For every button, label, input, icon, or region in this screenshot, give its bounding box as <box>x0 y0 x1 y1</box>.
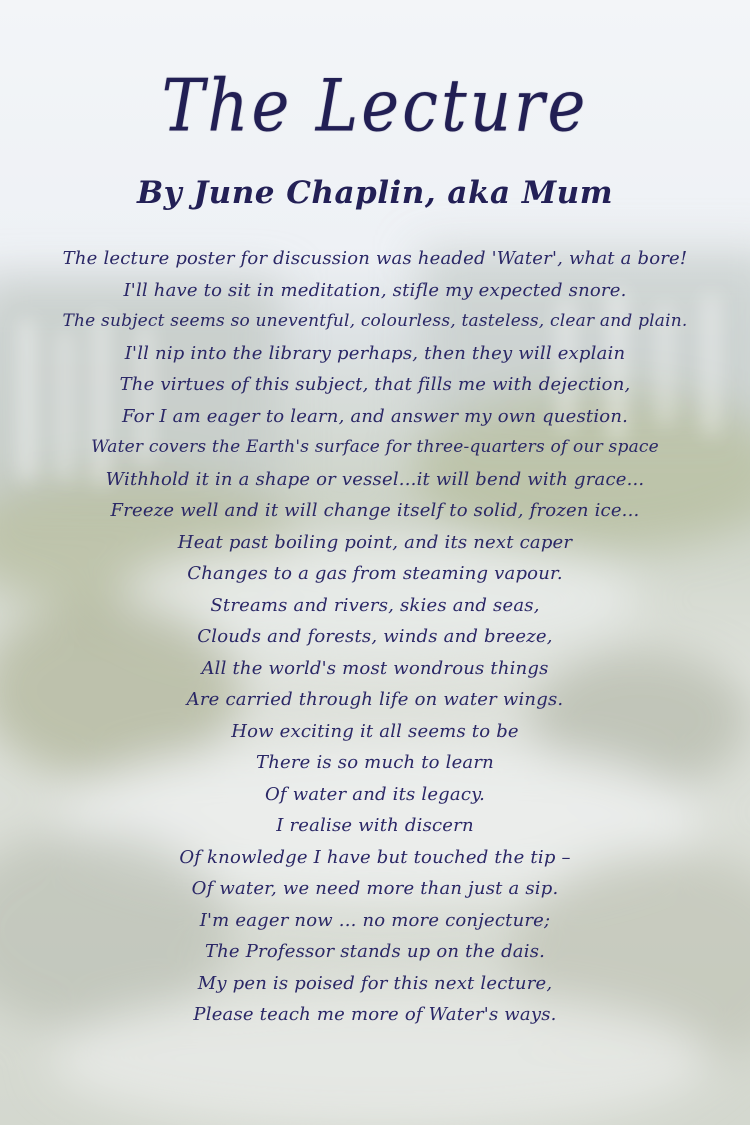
poem-line: I'm eager now ... no more conjecture; <box>199 909 551 931</box>
poem-line: I'll nip into the library perhaps, then they will explain <box>124 342 626 364</box>
poem-line: Heat past boiling point, and its next caper <box>177 531 573 553</box>
poem-line: All the world's most wondrous things <box>201 657 549 679</box>
poem-line: How exciting it all seems to be <box>231 720 519 742</box>
poem-line: Of water and its legacy. <box>264 783 486 805</box>
poem-byline: By June Chaplin, aka Mum <box>136 175 614 211</box>
poem-line: The lecture poster for discussion was headed 'Water', what a bore! <box>62 248 688 269</box>
poem-title: The Lecture <box>161 65 589 149</box>
poem-line: I realise with discern <box>276 815 474 836</box>
poem-line: Of water, we need more than just a sip. <box>191 878 559 899</box>
poem-line: Of knowledge I have but touched the tip – <box>179 846 571 868</box>
poem-body <box>30 243 720 1031</box>
poem-line: Streams and rivers, skies and seas, <box>210 594 540 616</box>
poem-line: Clouds and forests, winds and breeze, <box>197 626 553 647</box>
poem-line: My pen is poised for this next lecture, <box>197 972 553 994</box>
poem-line: The subject seems so uneventful, colourless, tasteless, clear and plain. <box>62 311 688 331</box>
poem-line: Water covers the Earth's surface for three-quarters of our space <box>91 437 659 457</box>
poem-line: Are carried through life on water wings. <box>186 689 564 710</box>
poem-line: The Professor stands up on the dais. <box>204 941 546 962</box>
poem-line: Please teach me more of Water's ways. <box>193 1004 557 1025</box>
poem-line: The virtues of this subject, that fills me with dejection, <box>119 374 631 395</box>
poem-line: There is so much to learn <box>256 752 494 773</box>
poem-line: For I am eager to learn, and answer my own question. <box>121 405 629 427</box>
poem-line: Freeze well and it will change itself to solid, frozen ice... <box>110 500 640 521</box>
poem-line: I'll have to sit in meditation, stifle my expected snore. <box>123 279 627 301</box>
poem-line: Changes to a gas from steaming vapour. <box>187 563 563 584</box>
poem-line: Withhold it in a shape or vessel...it will bend with grace... <box>105 468 645 490</box>
